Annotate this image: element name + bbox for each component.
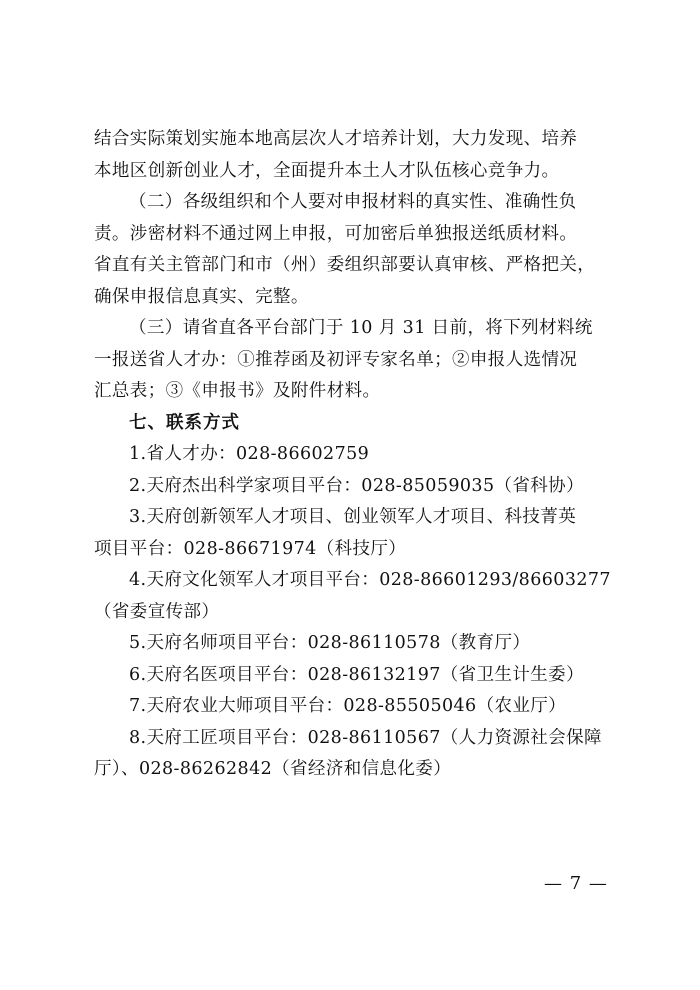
paragraph-line: 确保申报信息真实、完整。 [94, 286, 309, 307]
paragraph-line: 省直有关主管部门和市（州）委组织部要认真审核、严格把关， [94, 255, 596, 275]
paragraph-line: 责。涉密材料不通过网上申报，可加密后单独报送纸质材料。 [94, 223, 578, 244]
contact-line: 8.天府工匠项目平台：028-86110567（人力资源社会保障 [129, 727, 602, 748]
contact-line: 6.天府名医项目平台：028-86132197（省卫生计生委） [129, 664, 584, 685]
paragraph-line: （二）各级组织和个人要对申报材料的真实性、准确性负 [129, 192, 577, 212]
contact-line: 3.天府创新领军人才项目、创业领军人才项目、科技菁英 [129, 507, 577, 527]
paragraph-line: （三）请省直各平台部门于 10 月 31 日前，将下列材料统 [129, 318, 593, 338]
paragraph-line: 本地区创新创业人才，全面提升本土人才队伍核心竞争力。 [94, 160, 560, 181]
section-heading: 七、联系方式 [129, 412, 240, 433]
contact-line: 1.省人才办：028-86602759 [129, 444, 370, 464]
page-number: — 7 — [544, 873, 608, 894]
contact-line: 7.天府农业大师项目平台：028-85505046（农业厅） [129, 696, 567, 716]
contact-line: 2.天府杰出科学家项目平台：028-85059035（省科协） [129, 475, 584, 496]
contact-line: 4.天府文化领军人才项目平台：028-86601293/86603277 [129, 570, 611, 590]
contact-line: 厅）、028-86262842（省经济和信息化委） [94, 759, 452, 779]
contact-line: 5.天府名师项目平台：028-86110578（教育厅） [129, 633, 531, 653]
paragraph-line: 汇总表；③《申报书》及附件材料。 [94, 381, 381, 401]
contact-line: （省委宣传部） [94, 601, 220, 622]
contact-line: 项目平台：028-86671974（科技厅） [94, 538, 407, 559]
paragraph-line: 一报送省人才办：①推荐函及初评专家名单；②申报人选情况 [94, 349, 578, 370]
paragraph-line: 结合实际策划实施本地高层次人才培养计划，大力发现、培养 [94, 129, 578, 149]
document-body [94, 124, 614, 786]
